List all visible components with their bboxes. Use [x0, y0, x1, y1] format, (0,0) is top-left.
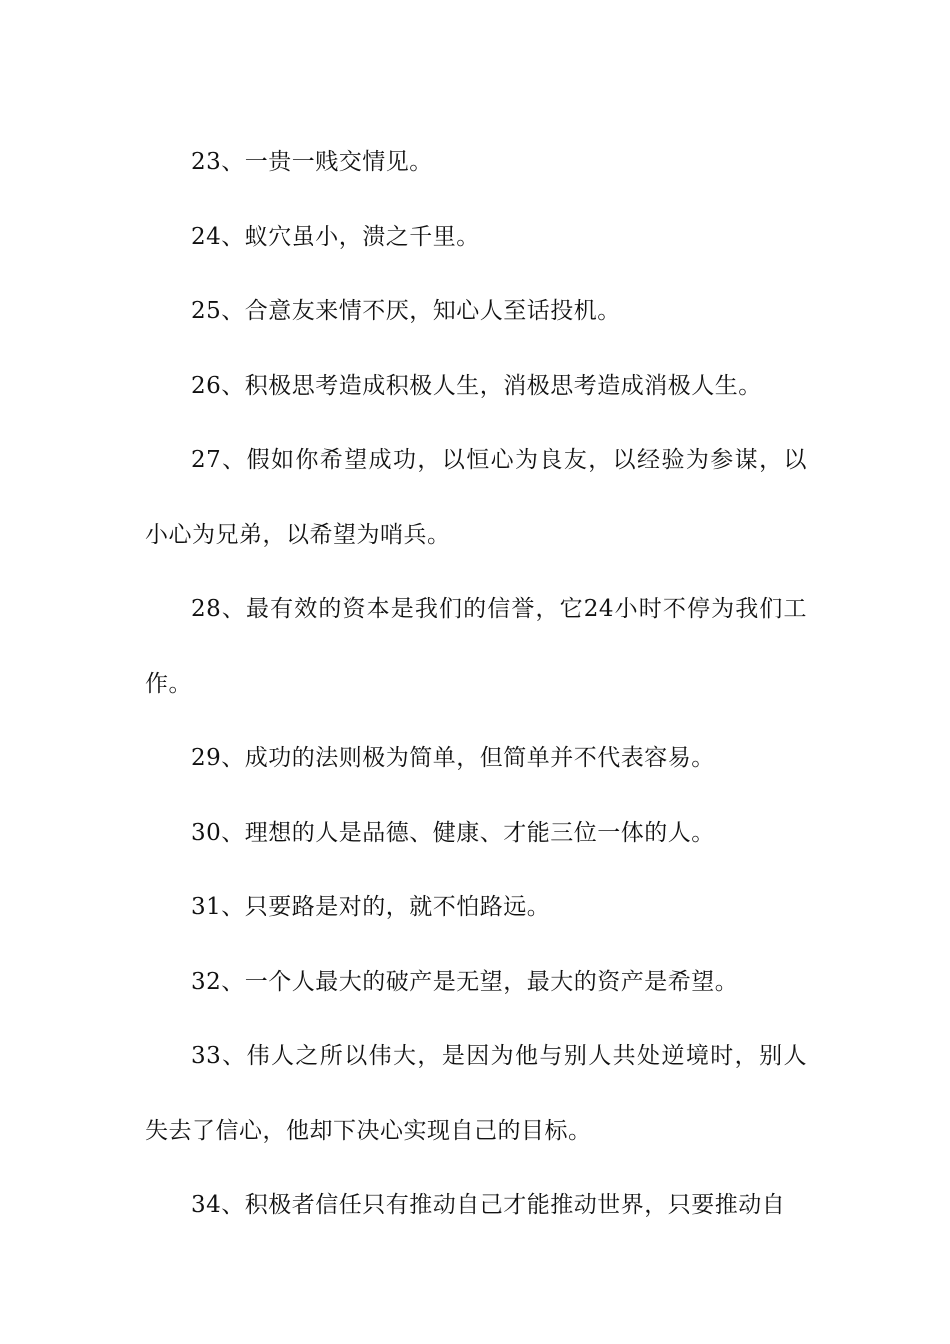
- paragraph-29: 29、成功的法则极为简单，但简单并不代表容易。: [191, 745, 715, 771]
- document-body: [145, 125, 807, 1243]
- paragraph-24: 24、蚁穴虽小，溃之千里。: [191, 223, 480, 250]
- paragraph-23: 23、一贵一贱交情见。: [191, 149, 433, 175]
- paragraph-30: 30、理想的人是品德、健康、才能三位一体的人。: [191, 819, 715, 846]
- paragraph-34: 34、积极者信任只有推动自己才能推动世界，只要推动自: [191, 1192, 786, 1218]
- paragraph-27: 27、假如你希望成功，以恒心为良友，以经验为参谋，以小心为兄弟，以希望为哨兵。: [145, 447, 807, 548]
- paragraph-32: 32、一个人最大的破产是无望，最大的资产是希望。: [191, 968, 739, 995]
- paragraph-28: 28、最有效的资本是我们的信誉，它24小时不停为我们工作。: [145, 596, 807, 697]
- paragraph-26: 26、积极思考造成积极人生，消极思考造成消极人生。: [191, 372, 762, 399]
- paragraph-31: 31、只要路是对的，就不怕路远。: [191, 894, 551, 920]
- paragraph-33: 33、伟人之所以伟大，是因为他与别人共处逆境时，别人失去了信心，他却下决心实现自己的目标。: [145, 1043, 807, 1144]
- paragraph-25: 25、合意友来情不厌，知心人至话投机。: [191, 298, 621, 324]
